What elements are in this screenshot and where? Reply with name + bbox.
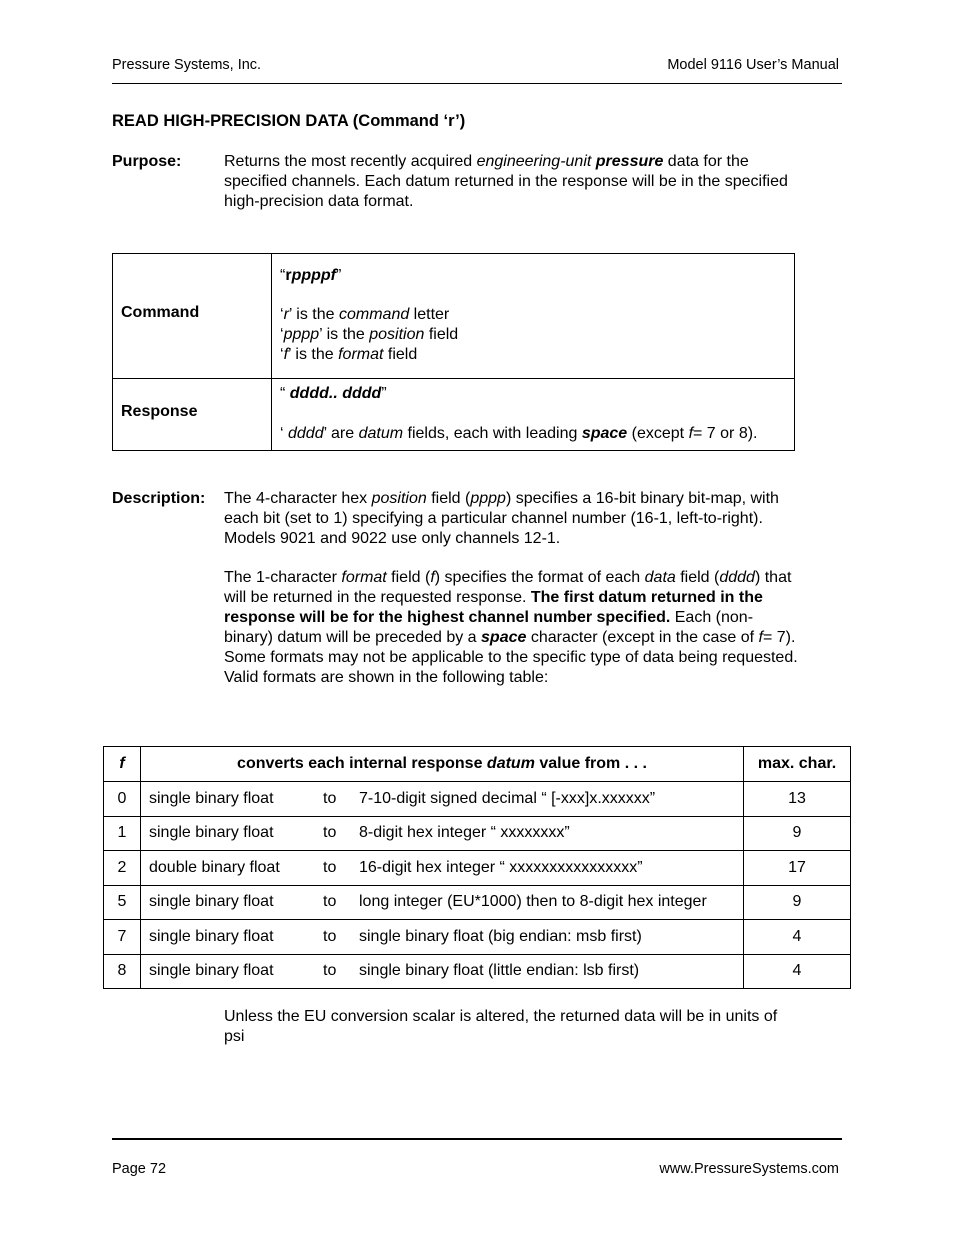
response-label-cell (113, 379, 272, 451)
conversion-cell (141, 816, 744, 851)
response-desc: ‘ dddd’ are datum fields, each with leading space (except f= 7 or 8). (280, 425, 758, 442)
conversion-target: 8-digit hex integer “ xxxxxxxx” (359, 824, 570, 842)
conversion-from: single binary float (149, 962, 274, 980)
note-line-2: psi (224, 1028, 245, 1045)
conversion-target: 7-10-digit signed decimal “ [-xxx]x.xxxxxx” (359, 789, 656, 807)
format-row (104, 816, 851, 851)
purpose-text (224, 152, 788, 212)
format-code: 1 (104, 816, 141, 851)
response-syntax: “ dddd.. dddd” (280, 385, 387, 402)
header-f: f (104, 747, 141, 782)
max-char: 17 (744, 851, 851, 886)
purpose-label: Purpose: (112, 153, 182, 170)
conversion-from: single binary float (149, 893, 274, 911)
format-code: 8 (104, 954, 141, 989)
conversion-to: to (323, 824, 337, 842)
description-p2-line-1: The 1-character format field (f) specifies the format of each data field (dddd) that (224, 569, 792, 586)
conversion-from: single binary float (149, 927, 274, 945)
conversion-target: single binary float (little endian: lsb first) (359, 962, 640, 980)
command-syntax-cell (272, 254, 795, 379)
command-table (112, 253, 795, 451)
purpose-line-1: Returns the most recently acquired engineering-unit pressure data for the (224, 153, 749, 170)
description-p1-line-3: Models 9021 and 9022 use only channels 12-1. (224, 530, 561, 547)
conversion-cell (141, 954, 744, 989)
command-syntax: “rppppf” (280, 267, 342, 284)
conversion-from: single binary float (149, 789, 274, 807)
description-para-2 (224, 568, 798, 688)
response-label: Response (121, 402, 198, 420)
conversion-from: double binary float (149, 858, 280, 876)
format-row (104, 920, 851, 955)
header-left: Pressure Systems, Inc. (112, 57, 262, 73)
conversion-to: to (323, 893, 337, 911)
format-row (104, 851, 851, 886)
description-p2-line-3: response will be for the highest channel number specified. Each (non- (224, 609, 754, 626)
conversion-to: to (323, 962, 337, 980)
conversion-cell (141, 920, 744, 955)
footer-left: Page 72 (112, 1161, 167, 1177)
command-pppp-desc: ‘pppp’ is the position field (280, 326, 459, 343)
format-code: 2 (104, 851, 141, 886)
footer-right: www.PressureSystems.com (659, 1161, 839, 1177)
description-p2-line-4: binary) datum will be preceded by a space character (except in the case of f= 7). (224, 629, 796, 646)
response-syntax-cell (272, 379, 795, 451)
command-label: Command (121, 304, 200, 321)
note (224, 1007, 777, 1047)
header-converts: converts each internal response datum value from . . . (141, 747, 744, 782)
conversion-to: to (323, 858, 337, 876)
max-char: 4 (744, 954, 851, 989)
max-char: 4 (744, 920, 851, 955)
format-row (104, 885, 851, 920)
format-code: 7 (104, 920, 141, 955)
conversion-to: to (323, 789, 337, 807)
conversion-from: single binary float (149, 824, 274, 842)
max-char: 9 (744, 885, 851, 920)
conversion-to: to (323, 927, 337, 945)
format-code: 0 (104, 782, 141, 817)
conversion-cell (141, 851, 744, 886)
command-f-desc: ‘f’ is the format field (280, 346, 418, 363)
header-rule (112, 83, 842, 84)
conversion-target: long integer (EU*1000) then to 8-digit hex integer (359, 893, 707, 911)
description-p2-line-6: Valid formats are shown in the following table: (224, 669, 549, 686)
conversion-cell (141, 782, 744, 817)
format-row (104, 782, 851, 817)
footer-rule (112, 1138, 842, 1140)
max-char: 9 (744, 816, 851, 851)
format-table (103, 746, 851, 989)
description-p1-line-2: each bit (set to 1) specifying a particular channel number (16-1, left-to-right). (224, 510, 763, 527)
description-p2-line-2: will be returned in the requested response. The first datum returned in the (224, 589, 763, 606)
format-code: 5 (104, 885, 141, 920)
command-r-desc: ‘r’ is the command letter (280, 306, 450, 323)
section-title: READ HIGH-PRECISION DATA (Command ‘r’) (112, 112, 466, 130)
description-label: Description: (112, 490, 206, 507)
conversion-cell (141, 885, 744, 920)
note-line-1: Unless the EU conversion scalar is altered, the returned data will be in units of (224, 1008, 778, 1025)
command-label-cell (113, 254, 272, 379)
description-p2-line-5: Some formats may not be applicable to the specific type of data being requested. (224, 649, 798, 666)
format-table-header (104, 747, 851, 782)
description-p1-line-1: The 4-character hex position field (pppp) specifies a 16-bit binary bit-map, with (224, 490, 779, 507)
header-max-char: max. char. (744, 747, 851, 782)
max-char: 13 (744, 782, 851, 817)
header-right: Model 9116 User’s Manual (667, 57, 839, 73)
purpose-line-3: high-precision data format. (224, 193, 414, 210)
conversion-target: single binary float (big endian: msb first) (359, 927, 642, 945)
description-para-1 (224, 489, 779, 549)
purpose-line-2: specified channels. Each datum returned in the response will be in the specified (224, 173, 788, 190)
format-row (104, 954, 851, 989)
conversion-target: 16-digit hex integer “ xxxxxxxxxxxxxxxx” (359, 858, 643, 876)
